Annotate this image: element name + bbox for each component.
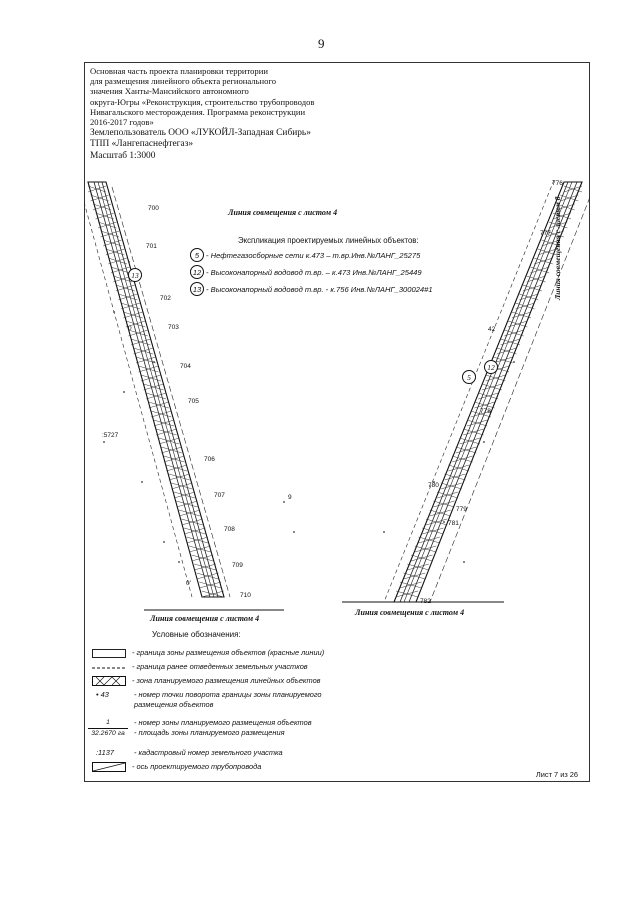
title-line: для размещения линейного объекта регионального bbox=[90, 76, 277, 87]
seam-label-right: Линия совмещения с листом 8 bbox=[553, 196, 562, 300]
turn-point-example: 43 bbox=[100, 690, 109, 699]
object-description: - Высоконапорный водовод т.вр. - к.756 Инв.№ЛАНГ_300024#1 bbox=[206, 284, 433, 294]
legend-text: - граница ранее отведенных земельных участков bbox=[132, 662, 308, 671]
land-user: Землепользователь ООО «ЛУКОЙЛ-Западная Сибирь» bbox=[90, 128, 311, 139]
legend-text: - площадь зоны планируемого размещения bbox=[134, 728, 285, 737]
legend-text: - ось проектируемого трубопровода bbox=[132, 762, 262, 771]
title-line: Нивагальского месторождения. Программа реконструкции bbox=[90, 106, 306, 117]
legend-text: - кадастровый номер земельного участка bbox=[134, 748, 283, 757]
map-drawing bbox=[84, 62, 590, 622]
explication-item bbox=[190, 248, 420, 262]
object-number: 12 bbox=[190, 265, 204, 279]
scale-label: Масштаб 1:3000 bbox=[90, 150, 156, 161]
map-object-number: 5 bbox=[462, 370, 476, 384]
zone-area-example: 32.2670 га bbox=[91, 730, 125, 737]
legend-title: Условные обозначения: bbox=[152, 630, 241, 639]
map-object-number: 12 bbox=[484, 360, 498, 374]
object-description: - Нефтегазосборные сети к.473 – т.вр.Инв.№ЛАНГ_25275 bbox=[206, 250, 421, 260]
turn-point-label: 702 bbox=[160, 295, 171, 302]
legend-item bbox=[92, 662, 308, 672]
tpp-name: ТПП «Лангепаснефтегаз» bbox=[90, 139, 194, 150]
title-line: 2016-2017 годов» bbox=[90, 117, 154, 128]
seam-label-top: Линия совмещения с листом 4 bbox=[228, 208, 338, 217]
turn-point-label: 707 bbox=[214, 492, 225, 499]
title-line: значения Ханты-Мансийского автономного bbox=[90, 86, 249, 97]
seam-label-bottom-left: Линия совмещения с листом 4 bbox=[150, 614, 260, 623]
turn-point-label: 777 bbox=[540, 230, 551, 237]
turn-point-label: 780 bbox=[428, 482, 439, 489]
object-number: 13 bbox=[190, 282, 204, 296]
turn-point-label: 710 bbox=[240, 592, 251, 599]
turn-point-label: 708 bbox=[224, 526, 235, 533]
explication-item bbox=[190, 282, 433, 296]
turn-point-label: 781 bbox=[448, 520, 459, 527]
map-mark: 0' bbox=[186, 580, 191, 587]
object-description: - Высоконапорный водовод т.вр. – к.473 Инв.№ЛАНГ_25449 bbox=[206, 267, 422, 277]
turn-point-label: 776 bbox=[552, 180, 563, 187]
turn-point-label: 704 bbox=[180, 363, 191, 370]
turn-point-label: 779 bbox=[456, 506, 467, 513]
turn-point-symbol: • 43 bbox=[96, 690, 109, 699]
turn-point-label: 705 bbox=[188, 398, 199, 405]
title-line: Основная часть проекта планировки территории bbox=[90, 66, 268, 76]
legend-text: размещения объектов bbox=[134, 700, 214, 709]
previous-plots-symbol bbox=[92, 663, 126, 672]
sheet-number: Лист 7 из 26 bbox=[535, 770, 578, 779]
map-mark: 0 bbox=[128, 325, 132, 332]
zone-number-example: 1 bbox=[88, 718, 128, 729]
legend-item bbox=[96, 690, 322, 710]
map-mark: 9 bbox=[288, 494, 292, 501]
turn-point-label: 782 bbox=[420, 598, 431, 605]
red-line-boundary-symbol bbox=[92, 649, 126, 658]
pipeline-axis-symbol bbox=[92, 762, 126, 772]
cadastral-number: :5727 bbox=[102, 432, 119, 439]
title-line: округа-Югры «Реконструкция, строительство трубопроводов bbox=[90, 96, 315, 107]
legend-item bbox=[96, 748, 283, 758]
explication-item bbox=[190, 265, 422, 279]
map-object-number: 13 bbox=[128, 268, 142, 282]
legend-item bbox=[92, 676, 321, 686]
legend-item bbox=[92, 762, 261, 772]
turn-point-label: 709 bbox=[232, 562, 243, 569]
zone-number-symbol bbox=[88, 718, 128, 739]
object-number: 5 bbox=[190, 248, 204, 262]
legend-item bbox=[88, 718, 312, 739]
map-mark: 42 bbox=[488, 326, 496, 333]
seam-label-bottom-right: Линия совмещения с листом 4 bbox=[355, 608, 465, 617]
zone-hatch-symbol bbox=[92, 676, 126, 686]
legend-text: - граница зоны размещения объектов (красные линии) bbox=[132, 648, 325, 657]
turn-point-label: 701 bbox=[146, 243, 157, 250]
left-pipeline-corridor bbox=[84, 182, 230, 597]
legend-item bbox=[92, 648, 324, 658]
legend-text: - номер точки поворота границы зоны планируемого bbox=[134, 690, 322, 699]
turn-point-label: 778 bbox=[480, 408, 491, 415]
page-number: 9 bbox=[318, 36, 325, 51]
legend-text: - зона планируемого размещения линейных объектов bbox=[132, 676, 321, 685]
cadastral-symbol: :1137 bbox=[96, 748, 114, 757]
turn-point-label: 700 bbox=[148, 205, 159, 212]
explication-title: Экспликация проектируемых линейных объектов: bbox=[238, 236, 419, 245]
turn-point-label: 703 bbox=[168, 324, 179, 331]
turn-point-label: 706 bbox=[204, 456, 215, 463]
legend-text: - номер зоны планируемого размещения объектов bbox=[134, 718, 312, 727]
